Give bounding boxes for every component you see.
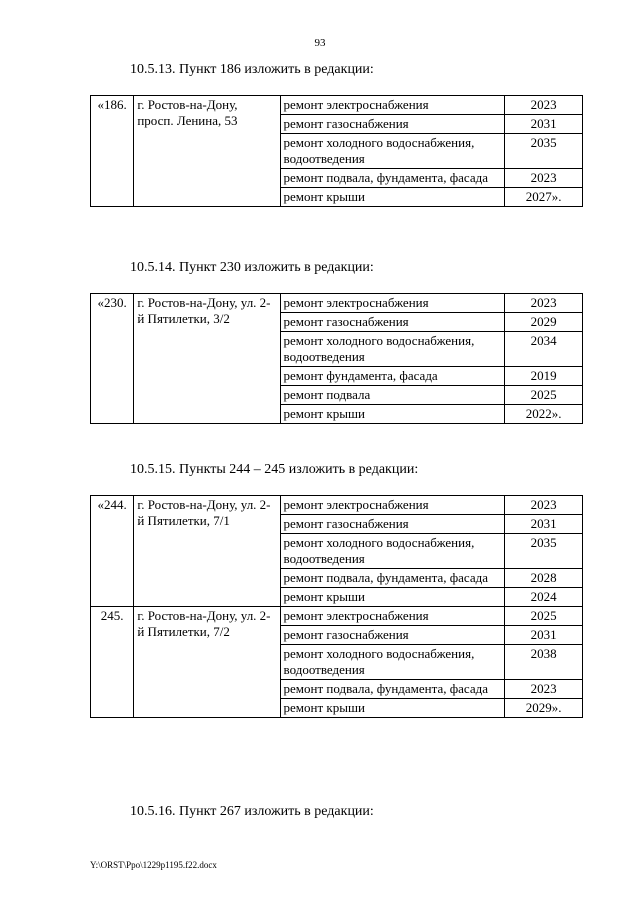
work-year: 2025 [505,607,583,626]
work-type: ремонт крыши [280,188,505,207]
work-type: ремонт электроснабжения [280,496,505,515]
section-heading: 10.5.14. Пункт 230 изложить в редакции: [130,260,374,275]
work-year: 2019 [505,367,583,386]
works-table [90,293,583,424]
section-heading: 10.5.15. Пункты 244 – 245 изложить в редакции: [130,462,419,477]
work-year: 2031 [505,115,583,134]
item-number: 245. [91,607,134,718]
item-address: г. Ростов-на-Дону, просп. Ленина, 53 [134,96,280,207]
file-path-footer: Y:\ORST\Ppo\1229p1195.f22.docx [90,860,217,870]
work-type: ремонт крыши [280,588,505,607]
work-year: 2023 [505,294,583,313]
work-type: ремонт газоснабжения [280,626,505,645]
table-row [91,496,583,515]
section-heading: 10.5.16. Пункт 267 изложить в редакции: [130,804,374,819]
item-address: г. Ростов-на-Дону, ул. 2-й Пятилетки, 7/1 [134,496,280,607]
work-type: ремонт электроснабжения [280,607,505,626]
work-year: 2031 [505,515,583,534]
item-address: г. Ростов-на-Дону, ул. 2-й Пятилетки, 3/2 [134,294,280,424]
work-type: ремонт газоснабжения [280,313,505,332]
work-year: 2028 [505,569,583,588]
work-type: ремонт подвала, фундамента, фасада [280,169,505,188]
work-type: ремонт холодного водоснабжения, водоотведения [280,645,505,680]
work-type: ремонт холодного водоснабжения, водоотведения [280,134,505,169]
table-row [91,96,583,115]
work-year: 2023 [505,169,583,188]
work-year: 2031 [505,626,583,645]
work-year: 2029». [505,699,583,718]
work-year: 2023 [505,496,583,515]
work-year: 2027». [505,188,583,207]
works-table [90,495,583,718]
work-type: ремонт крыши [280,699,505,718]
work-year: 2024 [505,588,583,607]
item-address: г. Ростов-на-Дону, ул. 2-й Пятилетки, 7/2 [134,607,280,718]
item-number: «186. [91,96,134,207]
item-number: «230. [91,294,134,424]
works-table [90,95,583,207]
work-year: 2023 [505,96,583,115]
item-number: «244. [91,496,134,607]
work-year: 2038 [505,645,583,680]
work-type: ремонт подвала [280,386,505,405]
work-type: ремонт газоснабжения [280,515,505,534]
work-year: 2035 [505,134,583,169]
work-year: 2025 [505,386,583,405]
work-type: ремонт холодного водоснабжения, водоотведения [280,332,505,367]
work-year: 2034 [505,332,583,367]
work-type: ремонт подвала, фундамента, фасада [280,569,505,588]
work-year: 2035 [505,534,583,569]
work-type: ремонт электроснабжения [280,96,505,115]
work-type: ремонт подвала, фундамента, фасада [280,680,505,699]
work-type: ремонт электроснабжения [280,294,505,313]
section-heading: 10.5.13. Пункт 186 изложить в редакции: [130,62,374,77]
work-type: ремонт фундамента, фасада [280,367,505,386]
work-type: ремонт холодного водоснабжения, водоотведения [280,534,505,569]
work-year: 2029 [505,313,583,332]
work-type: ремонт крыши [280,405,505,424]
page-number: 93 [314,37,326,49]
work-year: 2022». [505,405,583,424]
work-year: 2023 [505,680,583,699]
table-row [91,607,583,626]
table-row [91,294,583,313]
work-type: ремонт газоснабжения [280,115,505,134]
